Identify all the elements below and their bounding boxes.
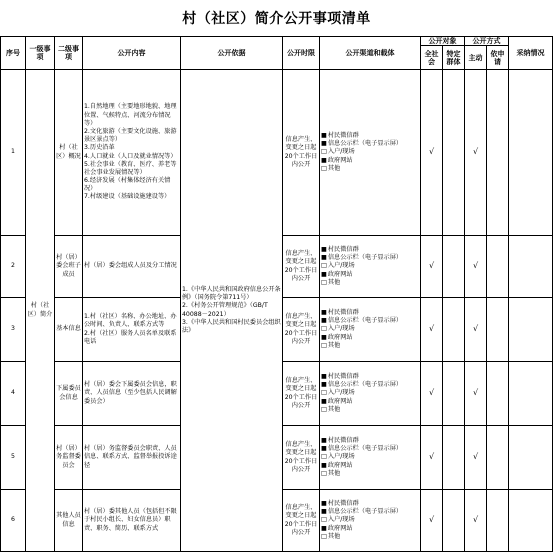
- object-all-check: √: [421, 236, 443, 298]
- header-method-active: 主动: [465, 46, 487, 70]
- channel-item: □ 入户/现场: [321, 516, 419, 524]
- row-level2: 基本信息: [55, 298, 83, 362]
- channel-item: □ 入户/现场: [321, 262, 419, 270]
- content-list: [84, 381, 179, 406]
- row-channels: [320, 426, 421, 490]
- row-seq: 2: [1, 236, 26, 298]
- method-apply-cell: [487, 236, 509, 298]
- content-item: 村（居）委会下属委员会信息，职责、人员信息（至少包括人民调解委员会）: [84, 381, 177, 405]
- table-row: [1, 70, 553, 236]
- row-seq: 5: [1, 426, 26, 490]
- channel-item: ■ 村民微信群: [321, 373, 419, 381]
- content-item: 1.自然地理（主要地形地貌、地理位置、气候特点、河流分布情况等）: [84, 103, 177, 127]
- channel-item: ■ 政府网站: [321, 157, 419, 165]
- channel-list: [321, 132, 419, 173]
- header-channel: 公开渠道和载体: [320, 37, 421, 70]
- content-list: [84, 103, 179, 201]
- channel-item: □ 其他: [321, 470, 419, 478]
- object-specific-cell: [443, 298, 465, 362]
- content-item: 4.人口就业（人口及就业情况等）: [84, 152, 177, 160]
- level1-cell: 村（社区）简介: [26, 70, 55, 552]
- row-time: 信息产生、变更之日起20个工作日内公开: [283, 490, 320, 552]
- basis-list: [182, 286, 281, 335]
- content-item: 1.村（社区）名称、办公地址、办公时间、负责人、联系方式等: [84, 313, 177, 329]
- method-active-check: √: [465, 298, 487, 362]
- channel-item: ■ 村民微信群: [321, 309, 419, 317]
- content-item: 7.村级建设（基础设施建设等）: [84, 193, 171, 201]
- content-item: 村（居）委会组成人员及分工情况: [84, 262, 177, 270]
- method-active-check: √: [465, 362, 487, 426]
- channel-item: ■ 信息公示栏（电子显示屏）: [321, 254, 419, 262]
- basis-item: 1.《中华人民共和国政府信息公开条例》（国务院令第711号）: [182, 285, 281, 302]
- row-seq: 6: [1, 490, 26, 552]
- channel-list: [321, 373, 419, 414]
- object-all-check: √: [421, 426, 443, 490]
- method-active-check: √: [465, 70, 487, 236]
- header-method-apply: 依申请: [487, 46, 509, 70]
- channel-item: ■ 政府网站: [321, 334, 419, 342]
- channel-item: ■ 村民微信群: [321, 437, 419, 445]
- channel-item: ■ 信息公示栏（电子显示屏）: [321, 317, 419, 325]
- row-level2: 村（居）委会班子成员: [55, 236, 83, 298]
- content-item: 5.社会事业（教育、医疗、养老等社会事业发展情况等）: [84, 160, 177, 176]
- adoption-cell: [509, 362, 553, 426]
- object-all-check: √: [421, 298, 443, 362]
- content-item: 村（居）务监督委员会职责、人员信息、联系方式、监督举报投诉途径: [84, 445, 177, 469]
- method-active-check: √: [465, 490, 487, 552]
- row-content: [83, 298, 181, 362]
- table-body: [1, 70, 553, 552]
- row-content: [83, 426, 181, 490]
- channel-item: ■ 村民微信群: [321, 500, 419, 508]
- adoption-cell: [509, 298, 553, 362]
- header-method: 公开方式: [465, 37, 509, 46]
- header-basis: 公开依据: [181, 37, 283, 70]
- row-content: [83, 362, 181, 426]
- row-channels: [320, 362, 421, 426]
- method-apply-cell: [487, 298, 509, 362]
- channel-item: □ 其他: [321, 533, 419, 541]
- header-object-specific: 特定群体: [443, 46, 465, 70]
- method-apply-cell: [487, 70, 509, 236]
- method-apply-cell: [487, 490, 509, 552]
- content-list: [84, 508, 179, 533]
- channel-item: □ 其他: [321, 279, 419, 287]
- object-specific-cell: [443, 236, 465, 298]
- row-level2: 其他人员信息: [55, 490, 83, 552]
- channel-item: □ 其他: [321, 165, 419, 173]
- object-all-check: √: [421, 70, 443, 236]
- row-level2: 村（社区）概况: [55, 70, 83, 236]
- content-list: [84, 313, 179, 346]
- channel-list: [321, 500, 419, 541]
- content-item: 3.历史沿革: [84, 144, 115, 152]
- channel-item: □ 其他: [321, 342, 419, 350]
- object-all-check: √: [421, 362, 443, 426]
- row-time: 信息产生、变更之日起20个工作日内公开: [283, 298, 320, 362]
- row-seq: 3: [1, 298, 26, 362]
- row-channels: [320, 298, 421, 362]
- header-content: 公开内容: [83, 37, 181, 70]
- content-item: 2.村（社区）服务人员名单及联系电话: [84, 329, 177, 345]
- channel-item: ■ 信息公示栏（电子显示屏）: [321, 381, 419, 389]
- header-object-all: 全社会: [421, 46, 443, 70]
- row-time: 信息产生、变更之日起20个工作日内公开: [283, 362, 320, 426]
- header-time: 公开时限: [283, 37, 320, 70]
- channel-item: ■ 政府网站: [321, 462, 419, 470]
- channel-item: ■ 信息公示栏（电子显示屏）: [321, 445, 419, 453]
- method-active-check: √: [465, 236, 487, 298]
- channel-item: ■ 村民微信群: [321, 246, 419, 254]
- row-channels: [320, 236, 421, 298]
- channel-item: □ 入户/现场: [321, 453, 419, 461]
- disclosure-table: [0, 36, 553, 552]
- object-specific-cell: [443, 362, 465, 426]
- row-level2: 下属委员会信息: [55, 362, 83, 426]
- page-title: 村（社区）简介公开事项清单: [182, 11, 371, 27]
- header-seq: 序号: [1, 37, 26, 70]
- row-seq: 4: [1, 362, 26, 426]
- basis-cell: [181, 70, 283, 552]
- row-channels: [320, 490, 421, 552]
- channel-item: □ 入户/现场: [321, 325, 419, 333]
- content-item: 6.经济发展（村集体经济有关情况）: [84, 177, 171, 193]
- method-apply-cell: [487, 426, 509, 490]
- channel-item: ■ 信息公示栏（电子显示屏）: [321, 140, 419, 148]
- object-specific-cell: [443, 426, 465, 490]
- channel-list: [321, 246, 419, 287]
- header-level1: 一级事项: [26, 37, 55, 70]
- row-level2: 村（居）务监督委员会: [55, 426, 83, 490]
- header-level2: 二级事项: [55, 37, 83, 70]
- row-content: [83, 70, 181, 236]
- channel-item: ■ 政府网站: [321, 271, 419, 279]
- channel-item: □ 入户/现场: [321, 389, 419, 397]
- content-list: [84, 445, 179, 470]
- row-channels: [320, 70, 421, 236]
- method-active-check: √: [465, 426, 487, 490]
- row-time: 信息产生、变更之日起20个工作日内公开: [283, 426, 320, 490]
- channel-list: [321, 437, 419, 478]
- row-seq: 1: [1, 70, 26, 236]
- object-specific-cell: [443, 70, 465, 236]
- channel-list: [321, 309, 419, 350]
- channel-item: ■ 村民微信群: [321, 132, 419, 140]
- row-time: 信息产生、变更之日起20个工作日内公开: [283, 236, 320, 298]
- channel-item: ■ 政府网站: [321, 525, 419, 533]
- channel-item: ■ 信息公示栏（电子显示屏）: [321, 508, 419, 516]
- row-time: 信息产生、变更之日起20个工作日内公开: [283, 70, 320, 236]
- adoption-cell: [509, 236, 553, 298]
- channel-item: □ 入户/现场: [321, 148, 419, 156]
- adoption-cell: [509, 426, 553, 490]
- basis-item: 3.《中华人民共和国村民委员会组织法》: [182, 318, 281, 334]
- adoption-cell: [509, 490, 553, 552]
- channel-item: ■ 政府网站: [321, 398, 419, 406]
- header-adoption: 采纳情况: [509, 37, 553, 70]
- content-item: 2.文化旅游（主要文化设施、旅游景区景点等）: [84, 127, 177, 144]
- object-specific-cell: [443, 490, 465, 552]
- method-apply-cell: [487, 362, 509, 426]
- row-content: [83, 236, 181, 298]
- channel-item: □ 其他: [321, 406, 419, 414]
- adoption-cell: [509, 70, 553, 236]
- basis-item: 2.《村务公开管理规范》（GB/T 40088－2021）: [182, 302, 268, 318]
- content-list: [84, 262, 179, 270]
- row-content: [83, 490, 181, 552]
- header-object: 公开对象: [421, 37, 465, 46]
- object-all-check: √: [421, 490, 443, 552]
- content-item: 村（居）委其他人员（包括但不限于村民小组长、妇女信息员）职责、职务、简历、联系方式: [84, 508, 177, 532]
